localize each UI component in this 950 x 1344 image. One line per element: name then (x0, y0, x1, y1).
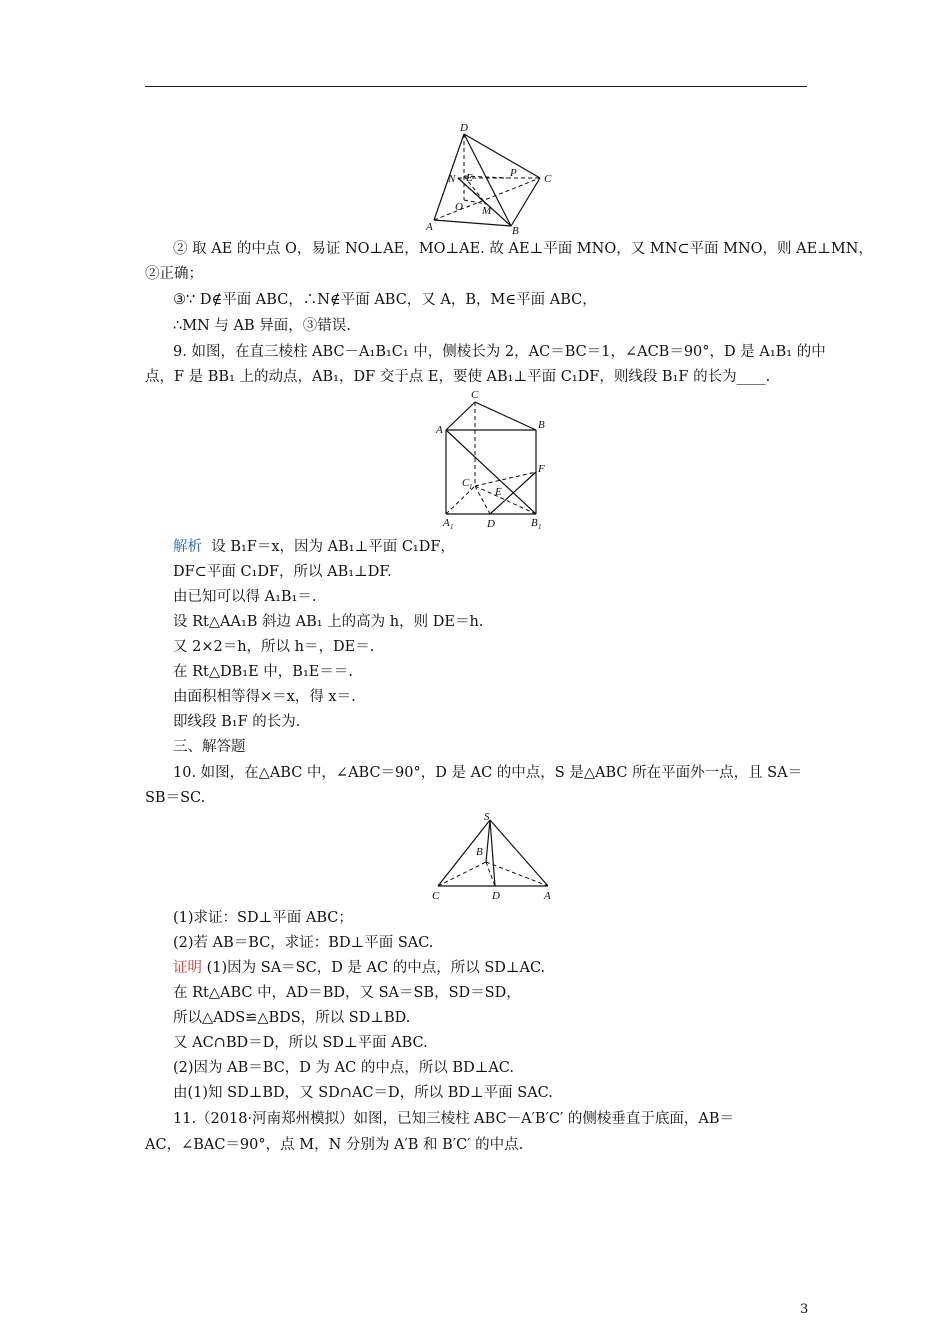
fig2-label-f: F (538, 463, 545, 475)
figure-pyramid-1 (420, 120, 565, 235)
text-line-2: ②正确； (145, 266, 203, 282)
proof-10-line-4: 又 AC∩BD＝D，所以 SD⊥平面 ABC. (173, 1035, 428, 1051)
text-line-3: ③∵ D∉平面 ABC，∴N∉平面 ABC，又 A，B，M∈平面 ABC， (173, 292, 597, 308)
fig2-label-e: E (495, 486, 502, 498)
fig2-label-a1-sub: 1 (450, 523, 454, 531)
fig3-label-b: B (476, 846, 483, 858)
text-line-4: ∴MN 与 AB 异面，③错误. (173, 318, 351, 334)
fig3-label-a: A (544, 890, 551, 902)
zhengming-label: 证明 (173, 960, 202, 976)
jiexi-label: 解析 (173, 539, 202, 555)
fig3-label-s: S (484, 811, 490, 823)
fig1-label-p: P (510, 167, 517, 179)
fig2-label-a1: A (443, 517, 450, 529)
fig2-label-c1: C (462, 477, 470, 489)
fig2-label-b: B (538, 419, 545, 431)
fig1-label-c: C (544, 173, 552, 185)
fig1-label-o: O (455, 201, 463, 213)
solution-9-text-1: 设 B₁F＝x，因为 AB₁⊥平面 C₁DF， (211, 539, 455, 555)
problem-11-line-1: 11.（2018·河南郑州模拟）如图，已知三棱柱 ABC－A′B′C′ 的侧棱垂直于底面，AB＝ (173, 1111, 735, 1127)
fig1-label-a: A (426, 221, 433, 233)
proof-10-line-5: (2)因为 AB＝BC，D 为 AC 的中点，所以 BD⊥AC. (173, 1060, 514, 1076)
fig3-label-c: C (432, 890, 440, 902)
fig1-label-n: N (448, 173, 456, 185)
section-heading: 三、解答题 (173, 739, 246, 755)
figure-pyramid-3 (428, 810, 558, 905)
problem-9-line-1: 9. 如图，在直三棱柱 ABC－A₁B₁C₁ 中，侧棱长为 2，AC＝BC＝1，∠ACB＝90°，D 是 A₁B₁ 的中 (173, 344, 826, 360)
figure-prism-2 (432, 388, 547, 536)
proof-10-line-6: 由(1)知 SD⊥BD，又 SD∩AC＝D，所以 BD⊥平面 SAC. (173, 1085, 553, 1101)
proof-10-line-2: 在 Rt△ABC 中，AD＝BD，又 SA＝SB，SD＝SD， (173, 985, 521, 1001)
problem-10-line-2: SB＝SC. (145, 790, 206, 806)
fig2-label-a: A (436, 424, 443, 436)
fig2-label-c1-sub: 1 (469, 483, 473, 491)
header-rule (145, 86, 807, 87)
fig2-label-b1-sub: 1 (538, 523, 542, 531)
proof-10-line-1 (173, 958, 545, 978)
proof-10-text-1: (1)因为 SA＝SC，D 是 AC 的中点，所以 SD⊥AC. (202, 960, 546, 976)
solution-9-line-7: 由面积相等得×＝x，得 x＝. (173, 689, 356, 705)
fig2-label-d: D (487, 518, 495, 530)
problem-11-line-2: AC，∠BAC＝90°，点 M，N 分别为 A′B 和 B′C′ 的中点. (145, 1137, 524, 1153)
problem-10-line-1: 10. 如图，在△ABC 中，∠ABC＝90°，D 是 AC 的中点，S 是△ABC 所在平面外一点，且 SA＝ (173, 765, 803, 781)
fig3-label-d: D (492, 890, 500, 902)
proof-10-line-3: 所以△ADS≌△BDS，所以 SD⊥BD. (173, 1010, 411, 1026)
fig1-label-m: M (482, 205, 492, 217)
solution-9-line-5: 又 2×2＝h，所以 h＝，DE＝. (173, 639, 375, 655)
fig1-label-d: D (460, 122, 468, 134)
text-line-1: ② 取 AE 的中点 O，易证 NO⊥AE，MO⊥AE. 故 AE⊥平面 MNO，又 MN⊂平面 MNO，则 AE⊥MN， (173, 241, 873, 257)
solution-9-line-3: 由已知可以得 A₁B₁＝. (173, 589, 317, 605)
solution-9-line-4: 设 Rt△AA₁B 斜边 AB₁ 上的高为 h，则 DE＝h. (173, 614, 484, 630)
solution-9-line-8: 即线段 B₁F 的长为. (173, 714, 301, 730)
fig1-label-b: B (512, 225, 519, 235)
solution-9-line-2: DF⊂平面 C₁DF，所以 AB₁⊥DF. (173, 564, 392, 580)
solution-9-line-1 (173, 537, 455, 557)
page-number: 3 (800, 1302, 809, 1317)
solution-9-line-6: 在 Rt△DB₁E 中，B₁E＝＝. (173, 664, 353, 680)
fig2-label-c: C (471, 389, 479, 401)
fig2-label-b1: B (531, 517, 538, 529)
fig1-label-e: E (466, 172, 473, 184)
problem-9-line-2: 点，F 是 BB₁ 上的动点，AB₁，DF 交于点 E，要使 AB₁⊥平面 C₁DF，则线段 B₁F 的长为____. (145, 369, 771, 385)
problem-10-part-1: (1)求证：SD⊥平面 ABC； (173, 910, 353, 926)
problem-10-part-2: (2)若 AB＝BC，求证：BD⊥平面 SAC. (173, 935, 434, 951)
